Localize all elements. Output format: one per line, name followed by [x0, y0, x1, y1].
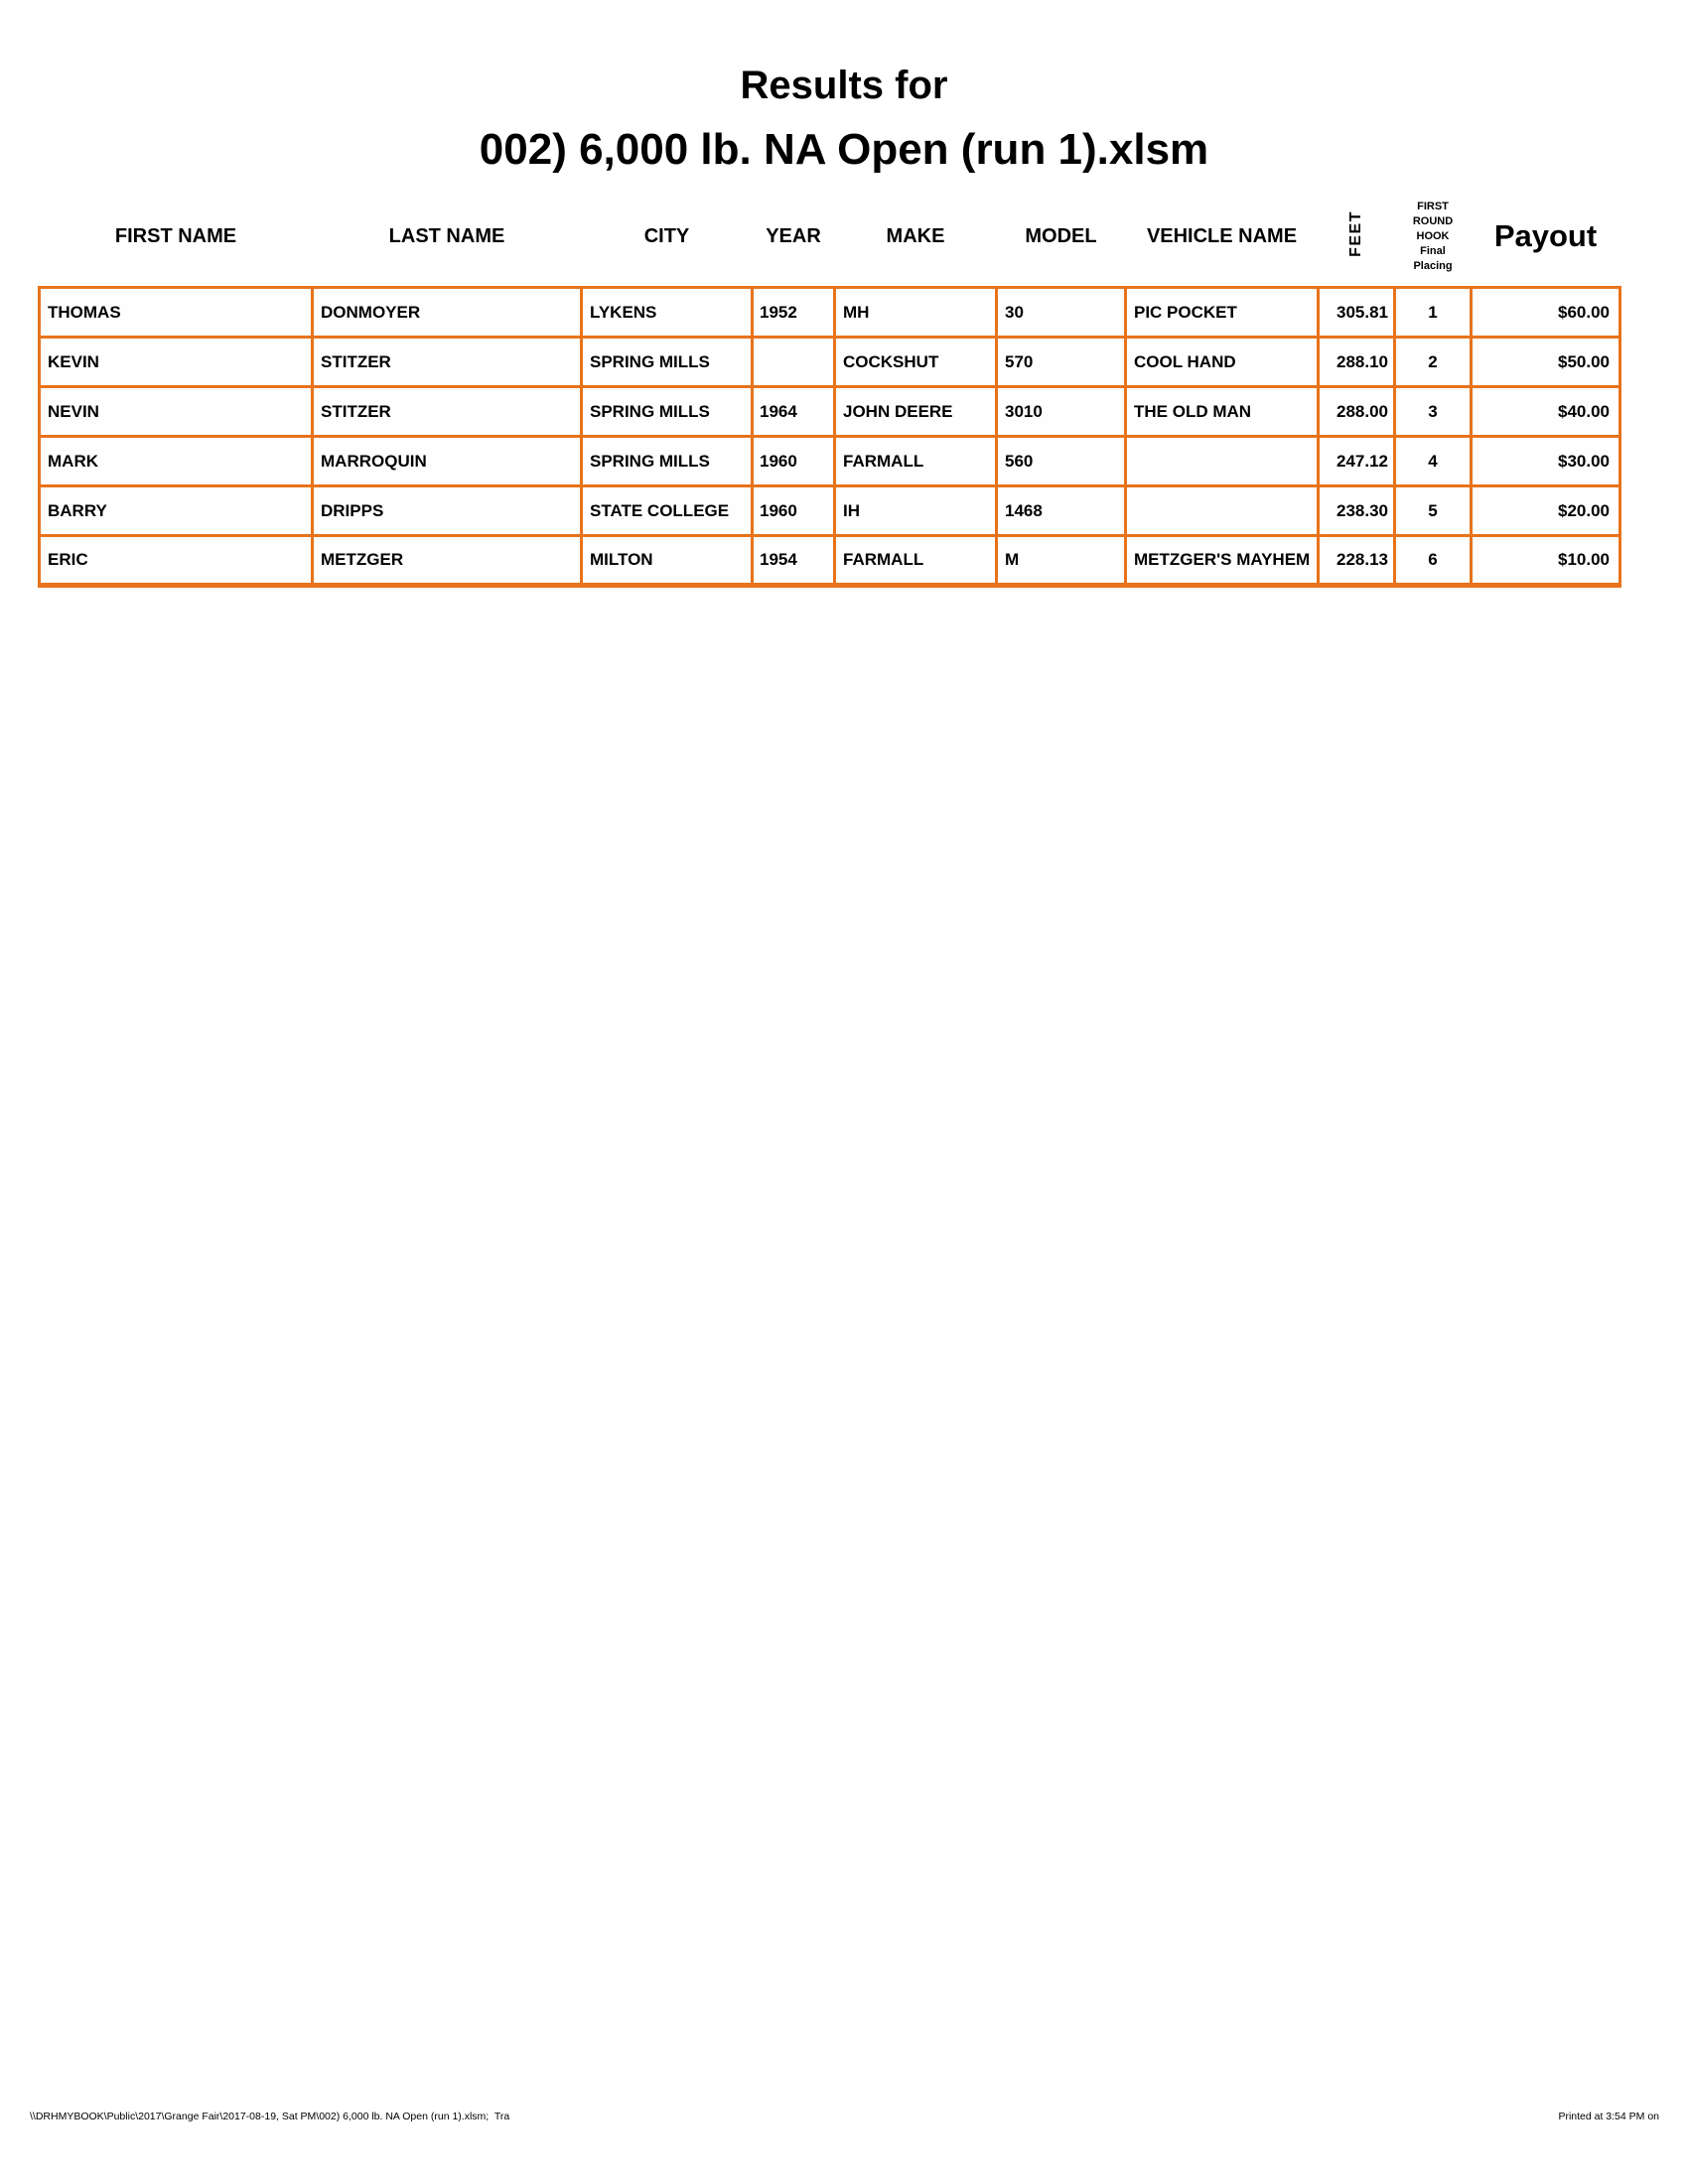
- cell-last-name: METZGER: [313, 536, 582, 586]
- cell-first-name: KEVIN: [40, 338, 313, 387]
- cell-feet: 238.30: [1319, 486, 1395, 536]
- cell-first-name: BARRY: [40, 486, 313, 536]
- header-placing-line: Placing: [1413, 259, 1453, 272]
- table-row: [40, 437, 1620, 486]
- footer-file-path: \\DRHMYBOOK\Public\2017\Grange Fair\2017-08-19, Sat PM\002) 6,000 lb. NA Open (run 1).xlsm; Tra: [30, 2111, 510, 2122]
- cell-vehicle-name: THE OLD MAN: [1126, 387, 1319, 437]
- cell-make: FARMALL: [835, 536, 997, 586]
- cell-feet: 247.12: [1319, 437, 1395, 486]
- header-payout: Payout: [1493, 218, 1598, 253]
- cell-vehicle-name: COOL HAND: [1126, 338, 1319, 387]
- cell-last-name: DRIPPS: [313, 486, 582, 536]
- cell-last-name: DONMOYER: [313, 288, 582, 338]
- cell-feet: 288.00: [1319, 387, 1395, 437]
- cell-placing: 3: [1395, 387, 1472, 437]
- cell-vehicle-name: PIC POCKET: [1126, 288, 1319, 338]
- page-title: Results for: [740, 64, 948, 107]
- cell-payout: $20.00: [1472, 486, 1620, 536]
- cell-city: LYKENS: [582, 288, 753, 338]
- header-placing-line: ROUND: [1412, 214, 1454, 227]
- table-row: [40, 486, 1620, 536]
- cell-year: 1952: [753, 288, 835, 338]
- header-make: MAKE: [886, 224, 945, 247]
- cell-first-name: ERIC: [40, 536, 313, 586]
- cell-payout: $40.00: [1472, 387, 1620, 437]
- cell-city: SPRING MILLS: [582, 338, 753, 387]
- table-row: [40, 288, 1620, 338]
- cell-make: COCKSHUT: [835, 338, 997, 387]
- cell-last-name: MARROQUIN: [313, 437, 582, 486]
- table-row: [40, 387, 1620, 437]
- header-feet: [1319, 187, 1395, 288]
- cell-payout: $50.00: [1472, 338, 1620, 387]
- header-model: MODEL: [1025, 224, 1097, 247]
- cell-placing: 6: [1395, 536, 1472, 586]
- header-year: YEAR: [766, 224, 821, 247]
- header-last-name: LAST NAME: [388, 224, 505, 247]
- header-feet-label: FEET: [1347, 209, 1364, 257]
- cell-last-name: STITZER: [313, 387, 582, 437]
- cell-model: 570: [997, 338, 1126, 387]
- cell-model: M: [997, 536, 1126, 586]
- header-placing-line: HOOK: [1416, 229, 1450, 242]
- cell-last-name: STITZER: [313, 338, 582, 387]
- header-vehicle-name: VEHICLE NAME: [1146, 224, 1298, 247]
- cell-feet: 288.10: [1319, 338, 1395, 387]
- cell-placing: 4: [1395, 437, 1472, 486]
- cell-feet: 228.13: [1319, 536, 1395, 586]
- cell-vehicle-name: [1126, 437, 1319, 486]
- table-header-row: [40, 187, 1620, 288]
- cell-make: MH: [835, 288, 997, 338]
- table-row: [40, 338, 1620, 387]
- cell-feet: 305.81: [1319, 288, 1395, 338]
- cell-make: FARMALL: [835, 437, 997, 486]
- results-table: [38, 187, 1621, 588]
- cell-city: SPRING MILLS: [582, 387, 753, 437]
- cell-model: 30: [997, 288, 1126, 338]
- cell-model: 560: [997, 437, 1126, 486]
- footer-printed-timestamp: Printed at 3:54 PM on: [1558, 2111, 1659, 2122]
- header-placing-line: Final: [1420, 244, 1446, 257]
- cell-payout: $60.00: [1472, 288, 1620, 338]
- cell-placing: 5: [1395, 486, 1472, 536]
- page-subtitle-filename: 002) 6,000 lb. NA Open (run 1).xlsm: [479, 125, 1209, 174]
- cell-city: MILTON: [582, 536, 753, 586]
- cell-placing: 1: [1395, 288, 1472, 338]
- cell-year: 1954: [753, 536, 835, 586]
- header-first-name: FIRST NAME: [114, 224, 237, 247]
- cell-make: IH: [835, 486, 997, 536]
- cell-first-name: MARK: [40, 437, 313, 486]
- cell-vehicle-name: [1126, 486, 1319, 536]
- cell-placing: 2: [1395, 338, 1472, 387]
- header-city: CITY: [643, 224, 690, 247]
- cell-payout: $30.00: [1472, 437, 1620, 486]
- cell-first-name: NEVIN: [40, 387, 313, 437]
- cell-year: 1960: [753, 486, 835, 536]
- cell-model: 3010: [997, 387, 1126, 437]
- cell-make: JOHN DEERE: [835, 387, 997, 437]
- cell-year: 1964: [753, 387, 835, 437]
- header-first-round-hook-final-placing: [1395, 187, 1472, 288]
- cell-city: STATE COLLEGE: [582, 486, 753, 536]
- cell-model: 1468: [997, 486, 1126, 536]
- cell-first-name: THOMAS: [40, 288, 313, 338]
- cell-year: 1960: [753, 437, 835, 486]
- cell-payout: $10.00: [1472, 536, 1620, 586]
- cell-city: SPRING MILLS: [582, 437, 753, 486]
- cell-year: [753, 338, 835, 387]
- table-row: [40, 536, 1620, 586]
- cell-vehicle-name: METZGER'S MAYHEM: [1126, 536, 1319, 586]
- header-placing-line: FIRST: [1417, 200, 1449, 212]
